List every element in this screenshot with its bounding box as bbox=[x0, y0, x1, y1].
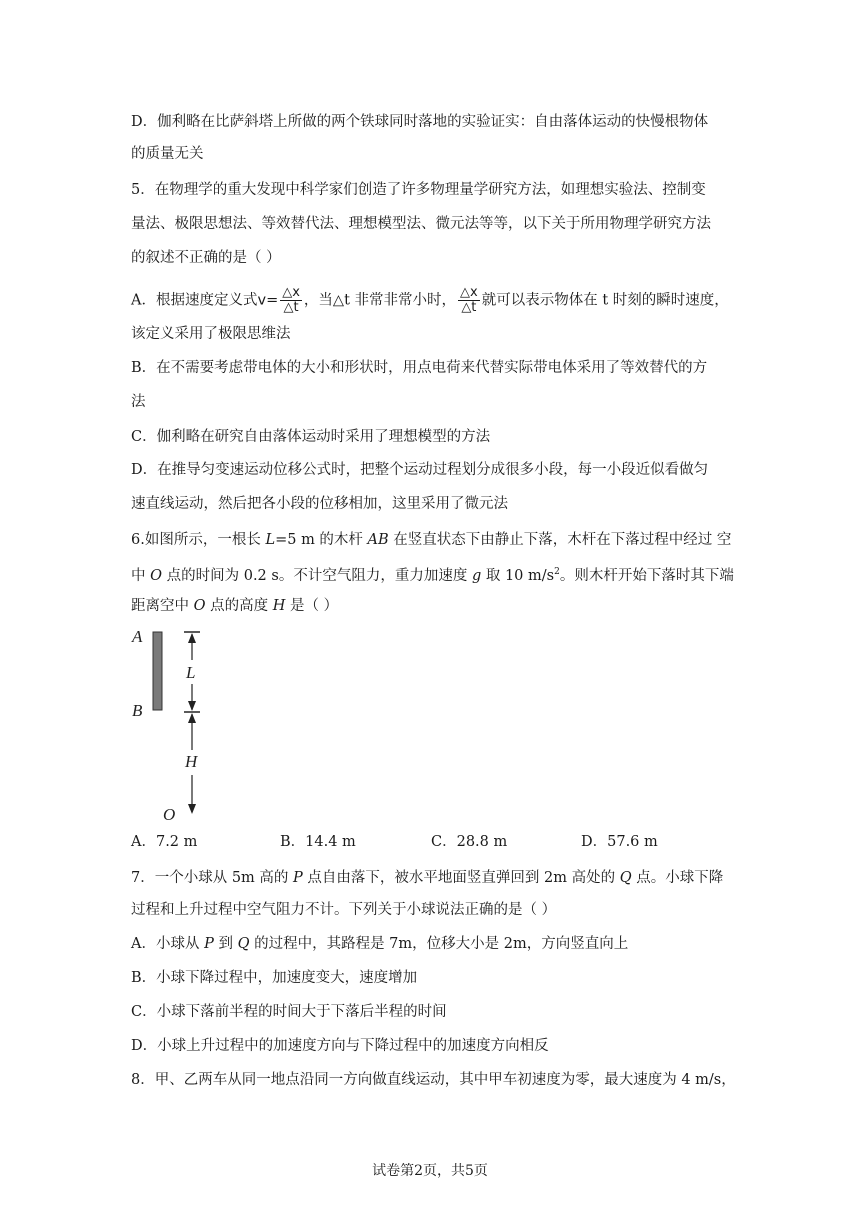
fraction-numerator: △x bbox=[282, 285, 300, 300]
q7-option-a: A．小球从 P 到 Q 的过程中，其路程是 7m，位移大小是 2m，方向竖直向上 bbox=[131, 936, 629, 952]
q5-option-b-line1: B．在不需要考虑带电体的大小和形状时，用点电荷来代替实际带电体采用了等效替代的方 bbox=[131, 360, 708, 376]
q7-option-c: C．小球下落前半程的时间大于下落后半程的时间 bbox=[131, 1004, 447, 1020]
page-footer: 试卷第2页，共5页 bbox=[372, 1163, 488, 1179]
q6-option-a: A．7.2 m bbox=[131, 834, 198, 850]
q6-stem-line3: 距离空中 O 点的高度 H 是（ ） bbox=[131, 598, 339, 614]
velocity-fraction-2 bbox=[458, 286, 480, 315]
label-a: A bbox=[132, 627, 143, 646]
q8-stem-line1: 8．甲、乙两车从同一地点沿同一方向做直线运动，其中甲车初速度为零，最大速度为 4 m/s， bbox=[131, 1072, 736, 1088]
q5-option-c: C．伽利略在研究自由落体运动时采用了理想模型的方法 bbox=[131, 429, 491, 445]
q6-stem-line2: 中 O 点的时间为 0.2 s。不计空气阻力，重力加速度 g 取 10 $m/s^2$。则木杆开始下落时其下端 bbox=[131, 567, 734, 584]
q5-a-text3: 就可以表示物体在 t 时刻的瞬时速度， bbox=[481, 292, 729, 309]
label-o: O bbox=[163, 805, 176, 824]
q5-stem-line2: 量法、极限思想法、等效替代法、理想模型法、微元法等等，以下关于所用物理学研究方法 bbox=[131, 216, 711, 232]
label-b: B bbox=[132, 701, 143, 720]
q5-option-a-line1 bbox=[131, 286, 729, 315]
q6-option-d: D．57.6 m bbox=[581, 834, 658, 850]
q5-a-text1: A．根据速度定义式 bbox=[131, 292, 258, 309]
q4-option-d-line1: D．伽利略在比萨斜塔上所做的两个铁球同时落地的实验证实：自由落体运动的快慢根物体 bbox=[131, 114, 709, 130]
label-h: H bbox=[185, 752, 198, 771]
fraction-numerator-2: △x bbox=[460, 285, 478, 300]
q6-option-c: C．28.8 m bbox=[431, 834, 508, 850]
velocity-fraction bbox=[280, 286, 302, 315]
arrow-up-icon bbox=[188, 633, 196, 643]
fraction-denominator: △t bbox=[283, 300, 299, 315]
q5-option-b-line2: 法 bbox=[131, 394, 146, 410]
q5-stem-line1: 5．在物理学的重大发现中科学家们创造了许多物理量学研究方法，如理想实验法、控制变 bbox=[131, 182, 706, 198]
q5-a-text2: ，当△t 非常非常小时， bbox=[303, 292, 457, 309]
wooden-rod bbox=[153, 632, 162, 710]
falling-rod-figure bbox=[125, 622, 225, 827]
q6-option-b: B．14.4 m bbox=[280, 834, 356, 850]
q7-stem-line2: 过程和上升过程中空气阻力不计。下列关于小球说法正确的是（ ） bbox=[131, 902, 557, 918]
q5-option-d-line2: 速直线运动，然后把各小段的位移相加，这里采用了微元法 bbox=[131, 496, 508, 512]
q7-stem-line1: 7．一个小球从 5m 高的 P 点自由落下，被水平地面竖直弹回到 2m 高处的 Q 点。小球下降 bbox=[131, 870, 724, 886]
arrow-up-icon-2 bbox=[188, 713, 196, 723]
arrow-down-icon bbox=[188, 701, 196, 711]
arrow-down-icon-2 bbox=[188, 804, 196, 814]
q7-option-d: D．小球上升过程中的加速度方向与下降过程中的加速度方向相反 bbox=[131, 1038, 549, 1054]
q6-stem-line1: 6.如图所示，一根长 L=5 m 的木杆 AB 在竖直状态下由静止下落，木杆在下落过程中经过 空 bbox=[131, 532, 732, 548]
q5-a-v: v= bbox=[257, 292, 279, 309]
label-l: L bbox=[186, 663, 196, 682]
q4-option-d-line2: 的质量无关 bbox=[131, 146, 204, 162]
q5-option-d-line1: D．在推导匀变速运动位移公式时，把整个运动过程划分成很多小段，每一小段近似看做匀 bbox=[131, 462, 709, 478]
q5-option-a-line2: 该定义采用了极限思维法 bbox=[131, 326, 291, 342]
fraction-denominator-2: △t bbox=[461, 300, 477, 315]
q7-option-b: B．小球下降过程中，加速度变大，速度增加 bbox=[131, 970, 418, 986]
q5-stem-line3: 的叙述不正确的是（ ） bbox=[131, 250, 281, 266]
